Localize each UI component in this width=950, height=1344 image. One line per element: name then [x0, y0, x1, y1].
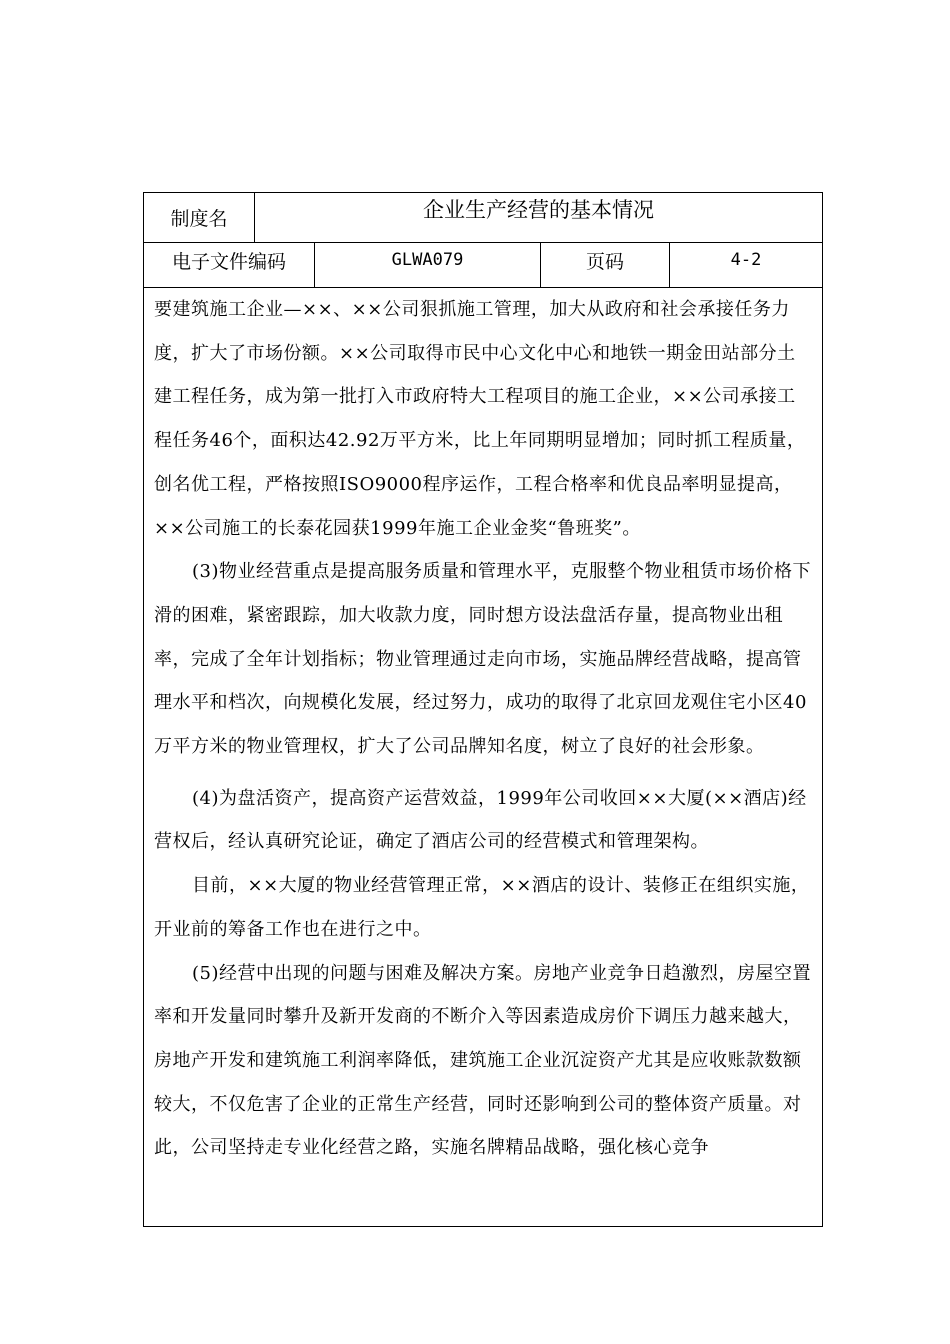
- paragraph: (5)经营中出现的问题与困难及解决方案。房地产业竞争日趋激烈，房屋空置率和开发量同时攀升及新开发商的不断介入等因素造成房价下调压力越来越大，房地产开发和建筑施工利润率降低，建筑施工企业沉淀资产尤其是应收账款数额较大，不仅危害了企业的正常生产经营，同时还影响到公司的整体资产质量。对此，公司坚持走专业化经营之路，实施名牌精品战略，强化核心竞争: [154, 962, 811, 1159]
- document-title: 企业生产经营的基本情况: [423, 197, 654, 222]
- system-name-label: 制度名: [144, 193, 255, 242]
- document-table: [143, 192, 823, 1227]
- title-row: [144, 193, 822, 243]
- body-text: [154, 288, 814, 1170]
- page-label: 页码: [541, 243, 670, 287]
- paragraph: (4)为盘活资产，提高资产运营效益，1999年公司收回××大厦(××酒店)经营权后，经认真研究论证，确定了酒店公司的经营模式和管理架构。: [154, 787, 807, 853]
- paragraph: 目前，××大厦的物业经营管理正常，××酒店的设计、装修正在组织实施，开业前的筹备工作也在进行之中。: [154, 875, 810, 940]
- page-value: 4-2: [730, 250, 762, 270]
- meta-row: [144, 243, 822, 288]
- file-code-value: GLWA079: [315, 243, 541, 287]
- file-code-label: 电子文件编码: [144, 243, 315, 287]
- paragraph: 要建筑施工企业—××、××公司狠抓施工管理，加大从政府和社会承接任务力度，扩大了市场份额。××公司取得市民中心文化中心和地铁一期金田站部分土建工程任务，成为第一批打入市政府特大工程项目的施工企业，××公司承接工程任务46个，面积达42.92万平方米，比上年同期明显增加；同时抓工程质量，创名优工程，严格按照ISO9000程序运作，工程合格率和优良品率明显提高，××公司施工的长泰花园获1999年施工企业金奖“鲁班奖”。: [154, 299, 806, 539]
- paragraph: (3)物业经营重点是提高服务质量和管理水平，克服整个物业租赁市场价格下滑的困难，紧密跟踪，加大收款力度，同时想方设法盘活存量，提高物业出租率，完成了全年计划指标；物业管理通过走向市场，实施品牌经营战略，提高管理水平和档次，向规模化发展，经过努力，成功的取得了北京回龙观住宅小区40万平方米的物业管理权，扩大了公司品牌知名度，树立了良好的社会形象。: [154, 561, 811, 758]
